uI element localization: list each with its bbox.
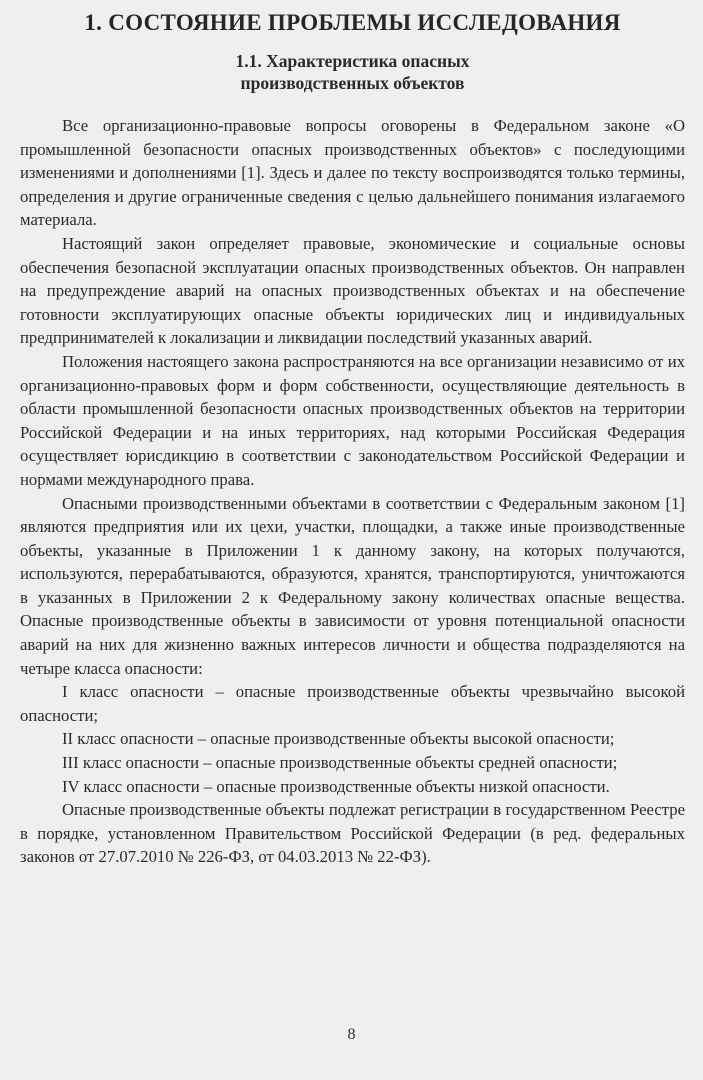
hazard-class-item: IV класс опасности – опасные производственные объекты низкой опасности.	[62, 776, 610, 796]
hazard-class-item: III класс опасности – опасные производственные объекты средней опасности;	[62, 753, 618, 773]
body-text	[20, 114, 685, 869]
paragraph: Положения настоящего закона распространяются на все организации независимо от их организационно-правовых форм и форм собственности, осуществляющие деятельность в области промышленной безопасности опасных производственных объектов на территории Российской Федерации и на иных территориях, над которыми Российская Федерация осуществляет юрисдикцию в соответствии с законодательством Российской Федерации и нормами международного права.	[20, 351, 685, 489]
paragraph: Все организационно-правовые вопросы оговорены в Федеральном законе «О промышленной безопасности опасных производственных объектов» с последующими изменениями и дополнениями [1]. Здесь и далее по тексту воспроизводятся только термины, определения и другие ограниченные сведения с целью дальнейшего понимания излагаемого материала.	[20, 116, 685, 230]
hazard-class-item: I класс опасности – опасные производственные объекты чрезвычайно высокой опасности;	[20, 682, 685, 725]
section-title	[20, 50, 685, 94]
section-title-line-2: производственных объектов	[240, 73, 465, 93]
hazard-class-item: II класс опасности – опасные производственные объекты высокой опасности;	[62, 729, 615, 749]
page-number: 8	[347, 1026, 356, 1043]
paragraph: Настоящий закон определяет правовые, экономические и социальные основы обеспечения безопасной эксплуатации опасных производственных объектов. Он направлен на предупреждение аварий на опасных производственных объектах и на обеспечение готовности эксплуатирующих опасные объекты юридических лиц и индивидуальных предпринимателей к локализации и ликвидации последствий указанных аварий.	[20, 233, 685, 348]
paragraph: Опасные производственные объекты подлежат регистрации в государственном Реестре в порядке, установленном Правительством Российской Федерации (в ред. федеральных законов от 27.07.2010 № 226-ФЗ, от 04.03.2013 № 22-ФЗ).	[20, 800, 685, 867]
section-title-line-1: 1.1. Характеристика опасных	[235, 51, 470, 71]
paragraph: Опасными производственными объектами в соответствии с Федеральным законом [1] являются предприятия или их цехи, участки, площадки, а также иные производственные объекты, указанные в Приложении 1 к данному закону, на которых получаются, используются, перерабатываются, образуются, хранятся, транспортируются, уничтожаются в указанных в Приложении 2 к Федеральному закону количествах опасные вещества. Опасные производственные объекты в зависимости от уровня потенциальной опасности аварий на них для жизненно важных интересов личности и общества подразделяются на четыре класса опасности:	[20, 493, 685, 678]
chapter-title: 1. СОСТОЯНИЕ ПРОБЛЕМЫ ИССЛЕДОВАНИЯ	[84, 10, 621, 35]
